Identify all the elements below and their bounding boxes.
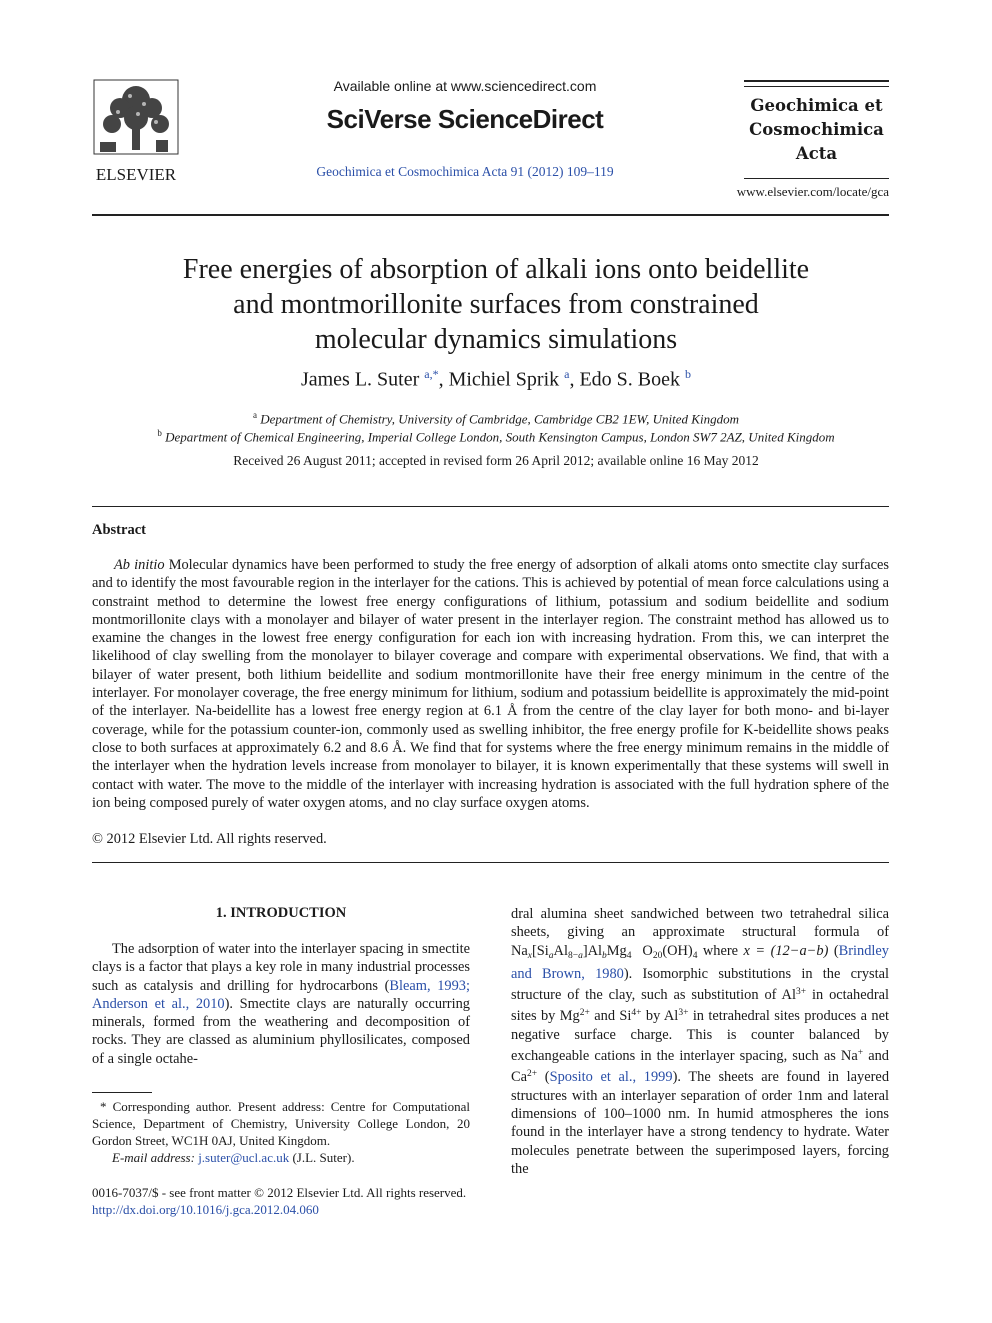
section-heading-introduction: 1. INTRODUCTION	[215, 905, 347, 921]
email-link[interactable]: j.suter@ucl.ac.uk	[198, 1150, 290, 1165]
title-line: Free energies of absorption of alkali ions onto beidellite	[182, 254, 810, 285]
author-name: James L. Suter	[300, 368, 420, 391]
available-online-text: Available online at www.sciencedirect.com	[333, 78, 597, 94]
issn-line: 0016-7037/$ - see front matter © 2012 Elsevier Ltd. All rights reserved.	[92, 1185, 467, 1200]
email-label: E-mail address:	[112, 1150, 195, 1165]
body-text: The adsorption of water into the interlayer spacing in smectite clays is a factor that plays a key role in many industrial processes such as catalysis and drilling for hydrocarbons (	[92, 941, 470, 994]
body-text: in tetrahedral sites produces a net negative surface charge. This is counter balanced by exchangeable cations in the interlayer spacing, such as Na	[511, 1008, 889, 1065]
affiliation-mark: a	[253, 410, 258, 420]
abstract-lead: Ab initio	[114, 557, 165, 573]
author-list: James L. Suter $^{a,*}$, Michiel Sprik $^a$, Edo S. Boek $^b$	[300, 367, 692, 391]
abstract-divider-top	[92, 506, 889, 507]
article-dates: Received 26 August 2011; accepted in revised form 26 April 2012; available online 16 May 2012	[233, 453, 759, 468]
author-marks[interactable]: a	[564, 367, 570, 381]
journal-name-line: Geochimica et	[750, 96, 883, 115]
author-name: Michiel Sprik	[448, 368, 560, 391]
citation-link[interactable]: Bleam, 1993; Anderson et al., 2010	[92, 977, 470, 1012]
body-text: ). Isomorphic substitutions in the crystal structure of the clay, such as substitution of Al	[511, 965, 889, 1004]
author-marks[interactable]: b	[685, 367, 692, 381]
affiliation-text: Department of Chemical Engineering, Imperial College London, South Kensington Campus, London SW7 2AZ, United Kingdom	[165, 429, 835, 445]
body-text: ). The sheets are found in layered structures with an interlayer separation of order 1nm and lateral dimensions of 100–1000 nm. In humid atmospheres the ions found in the interlayer have a strong tendency to hydrate. Water molecules penetrate between the superimposed layers, forcing the	[511, 1069, 890, 1177]
header-divider	[92, 214, 889, 216]
body-text: in octahedral sites by Mg	[511, 987, 889, 1025]
journal-box-rule	[744, 80, 889, 82]
corresponding-author-note: * Corresponding author. Present address: Centre for Computational Science, Department of Chemistry, University College London, 20 Gordon Street, WC1H 0AJ, United Kingdom.	[92, 1099, 470, 1148]
intro-column-right: dral alumina sheet sandwiched between two tetrahedral silica sheets, giving an approximate structural formula of $Na_x[Si_aAl_{8-a}]Al_bMg_4$ $O_{20}(OH)_4$ where x = (12−a−b) (Brindley and Brown, 1980). Isomorphic substitutions in the crystal structure of the clay, such as substitution of $Al^{3+}$ in octahedral sites by $Mg^{2+}$ and $Si^{4+}$ by $Al^{3+}$ in tetrahedral sites produces a net negative surface charge. This is counter balanced by exchangeable cations in the interlayer spacing, such as Na+ and $Ca^{2+}$ (Sposito et al., 1999). The sheets are found in layered structures with an interlayer separation of order 1nm and lateral dimensions of 100–1000 nm. In humid atmospheres the ions found in the interlayer have a strong tendency to hydrate. Water molecules penetrate between the superimposed layers, forcing the	[511, 906, 890, 1177]
footnote	[92, 1098, 470, 1166]
article-title	[100, 252, 892, 357]
elsevier-tree-logo	[86, 78, 186, 186]
author-marks[interactable]: a,*	[424, 367, 439, 381]
abstract-body	[92, 556, 889, 812]
structural-formula: $Na_x[Si_aAl_{8-a}]Al_bMg_4$ $O_{20}(OH)_4$	[511, 942, 698, 961]
body-text: and Ca	[511, 1048, 889, 1086]
abstract-heading: Abstract	[92, 522, 146, 538]
platform-name: SciVerse ScienceDirect	[326, 104, 604, 134]
body-text: where	[697, 942, 744, 959]
author-name: Edo S. Boek	[579, 368, 681, 391]
journal-citation-link[interactable]: Geochimica et Cosmochimica Acta 91 (2012) 109–119	[316, 164, 614, 179]
abstract-divider-bottom	[92, 862, 889, 863]
affiliation	[60, 410, 932, 427]
body-text: and Si	[589, 1008, 632, 1025]
publisher-wordmark: ELSEVIER	[95, 165, 177, 184]
journal-box-rule	[744, 178, 889, 179]
affiliation-mark: b	[157, 428, 162, 438]
abstract-text: Molecular dynamics have been performed to study the free energy of adsorption of alkali atoms onto smectite clay surfaces and to identify the most favourable region in the interlayer for the cations. This is achieved by potential of mean force calculations using a constraint method to determine the lowest free energy configurations of lithium, potassium and sodium beidellite and sodium montmorillonite clays with a monolayer and bilayer of water present in the interlayer region. The constraint method has allowed us to examine the changes in the lowest free energy configuration for each ion with increasing hydration. From this, we can interpret the likelihood of clay swelling from the monolayer to bilayer coverage and compare with experimental observations. We find, that with a bilayer of water present, both lithium beidellite and sodium montmorillonite have their free energy minimum in the centre of the interlayer. For monolayer coverage, the free energy minimum for lithium, sodium and potassium beidellite is approximately the mid-point of the interlayer. Na-beidellite has a lowest free energy region at 6.1 Å from the centre of the clay layer for both mono- and bi-layer coverage, while for the potassium counter-ion, commonly used as swelling inhibitor, the free energy profile for K-beidellite shows peaks close to both surfaces at approximately 6.2 and 8.6 Å. We find that for systems where the free energy minimum remains in the middle of the interlayer when the hydration levels increase from monolayer to bilayer, it is known experimentally that these systems will swell in contact with water. The move to the middle of the interlayer with increasing hydration is associated with the full hydration sphere of the ion being composed purely of water oxygen atoms, and no clay surface oxygen atoms.	[92, 557, 890, 811]
affiliation-text: Department of Chemistry, University of Cambridge, Cambridge CB2 1EW, United Kingdom	[260, 411, 739, 427]
journal-name	[744, 94, 889, 166]
body-text: ). Smectite clays are naturally occurring minerals, formed from the weathering and decomposition of rocks. They are classed as aluminium phyllosilicates, composed of a single octahe-	[92, 995, 470, 1067]
email-suffix: (J.L. Suter).	[289, 1150, 355, 1165]
journal-url[interactable]: www.elsevier.com/locate/gca	[736, 184, 889, 199]
intro-column-left	[92, 940, 470, 1068]
citation-link[interactable]: Brindley and Brown, 1980	[511, 942, 890, 982]
copyright-line: © 2012 Elsevier Ltd. All rights reserved.	[92, 831, 327, 847]
title-line: molecular dynamics simulations	[314, 324, 678, 355]
journal-name-line: Acta	[795, 144, 838, 163]
doi-link[interactable]: http://dx.doi.org/10.1016/j.gca.2012.04.060	[92, 1202, 319, 1217]
journal-box-rule	[744, 86, 889, 87]
body-text: dral alumina sheet sandwiched between two tetrahedral silica sheets, giving an approximate structural formula of	[511, 906, 889, 941]
front-matter	[92, 1184, 466, 1218]
journal-name-line: Cosmochimica	[749, 120, 884, 139]
body-text: by Al	[641, 1008, 679, 1025]
title-line: and montmorillonite surfaces from constrained	[233, 289, 759, 320]
affiliation	[60, 428, 932, 445]
citation-link[interactable]: Sposito et al., 1999	[549, 1069, 673, 1086]
footnote-rule	[92, 1092, 152, 1093]
formula-x: x = (12−a−b)	[743, 942, 829, 959]
